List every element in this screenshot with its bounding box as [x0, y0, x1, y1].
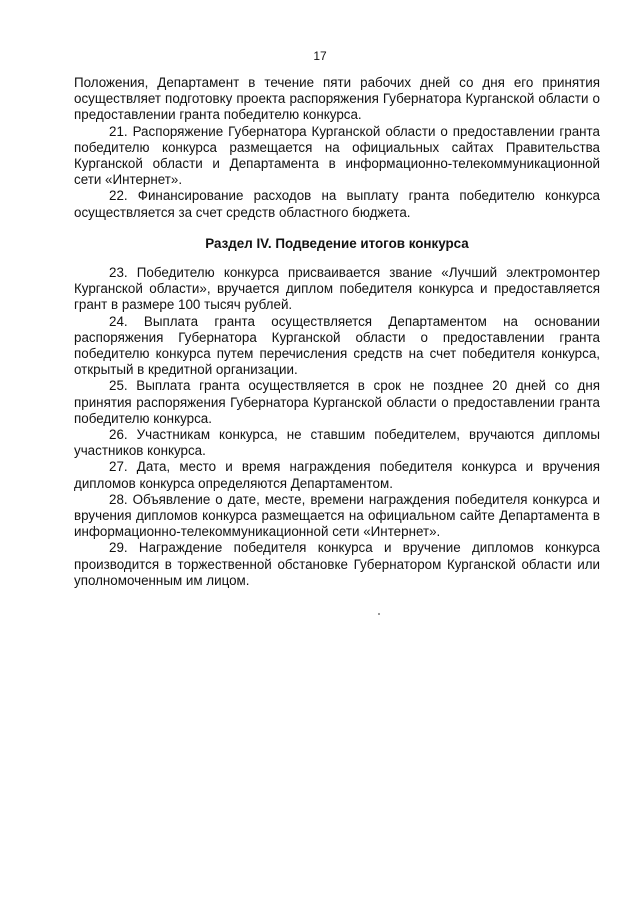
paragraph-29: 29. Награждение победителя конкурса и вручение дипломов конкурса производится в торжественной обстановке Губернатором Курганской области или уполномоченным им лицом.	[74, 540, 600, 588]
page-number: 17	[313, 49, 327, 63]
paragraph-22: 22. Финансирование расходов на выплату гранта победителю конкурса осуществляется за счет средств областного бюджета.	[74, 188, 600, 220]
paragraph-continuation: Положения, Департамент в течение пяти рабочих дней со дня его принятия осуществляет подготовку проекта распоряжения Губернатора Курганской области о предоставлении гранта победителю конкурса.	[74, 75, 600, 123]
paragraph-27: 27. Дата, место и время награждения победителя конкурса и вручения дипломов конкурса определяются Департаментом.	[74, 459, 600, 491]
section-heading: Раздел IV. Подведение итогов конкурса	[205, 235, 469, 251]
scan-speck	[378, 613, 380, 615]
paragraph-28: 28. Объявление о дате, месте, времени награждения победителя конкурса и вручения дипломов конкурса размещается на официальном сайте Департамента в информационно-телекоммуникационной сети «Интернет».	[74, 491, 600, 540]
document-body	[74, 75, 600, 589]
paragraph-24: 24. Выплата гранта осуществляется Департаментом на основании распоряжения Губернатора Курганской области о предоставлении гранта победителю конкурса путем перечисления средств на счет победителя конкурса, открытый в кредитной организации.	[74, 313, 600, 378]
paragraph-21: 21. Распоряжение Губернатора Курганской области о предоставлении гранта победителю конкурса размещается на официальных сайтах Правительства Курганской области и Департамента в информационно-телекоммуникационной сети «Интернет».	[74, 123, 600, 188]
paragraph-25: 25. Выплата гранта осуществляется в срок не позднее 20 дней со дня принятия распоряжения Губернатора Курганской области о предоставлении гранта победителю конкурса.	[74, 378, 600, 426]
paragraph-23: 23. Победителю конкурса присваивается звание «Лучший электромонтер Курганской области», вручается диплом победителя конкурса и предоставляется грант в размере 100 тысяч рублей.	[74, 265, 600, 313]
paragraph-26: 26. Участникам конкурса, не ставшим победителем, вручаются дипломы участников конкурса.	[74, 427, 600, 459]
